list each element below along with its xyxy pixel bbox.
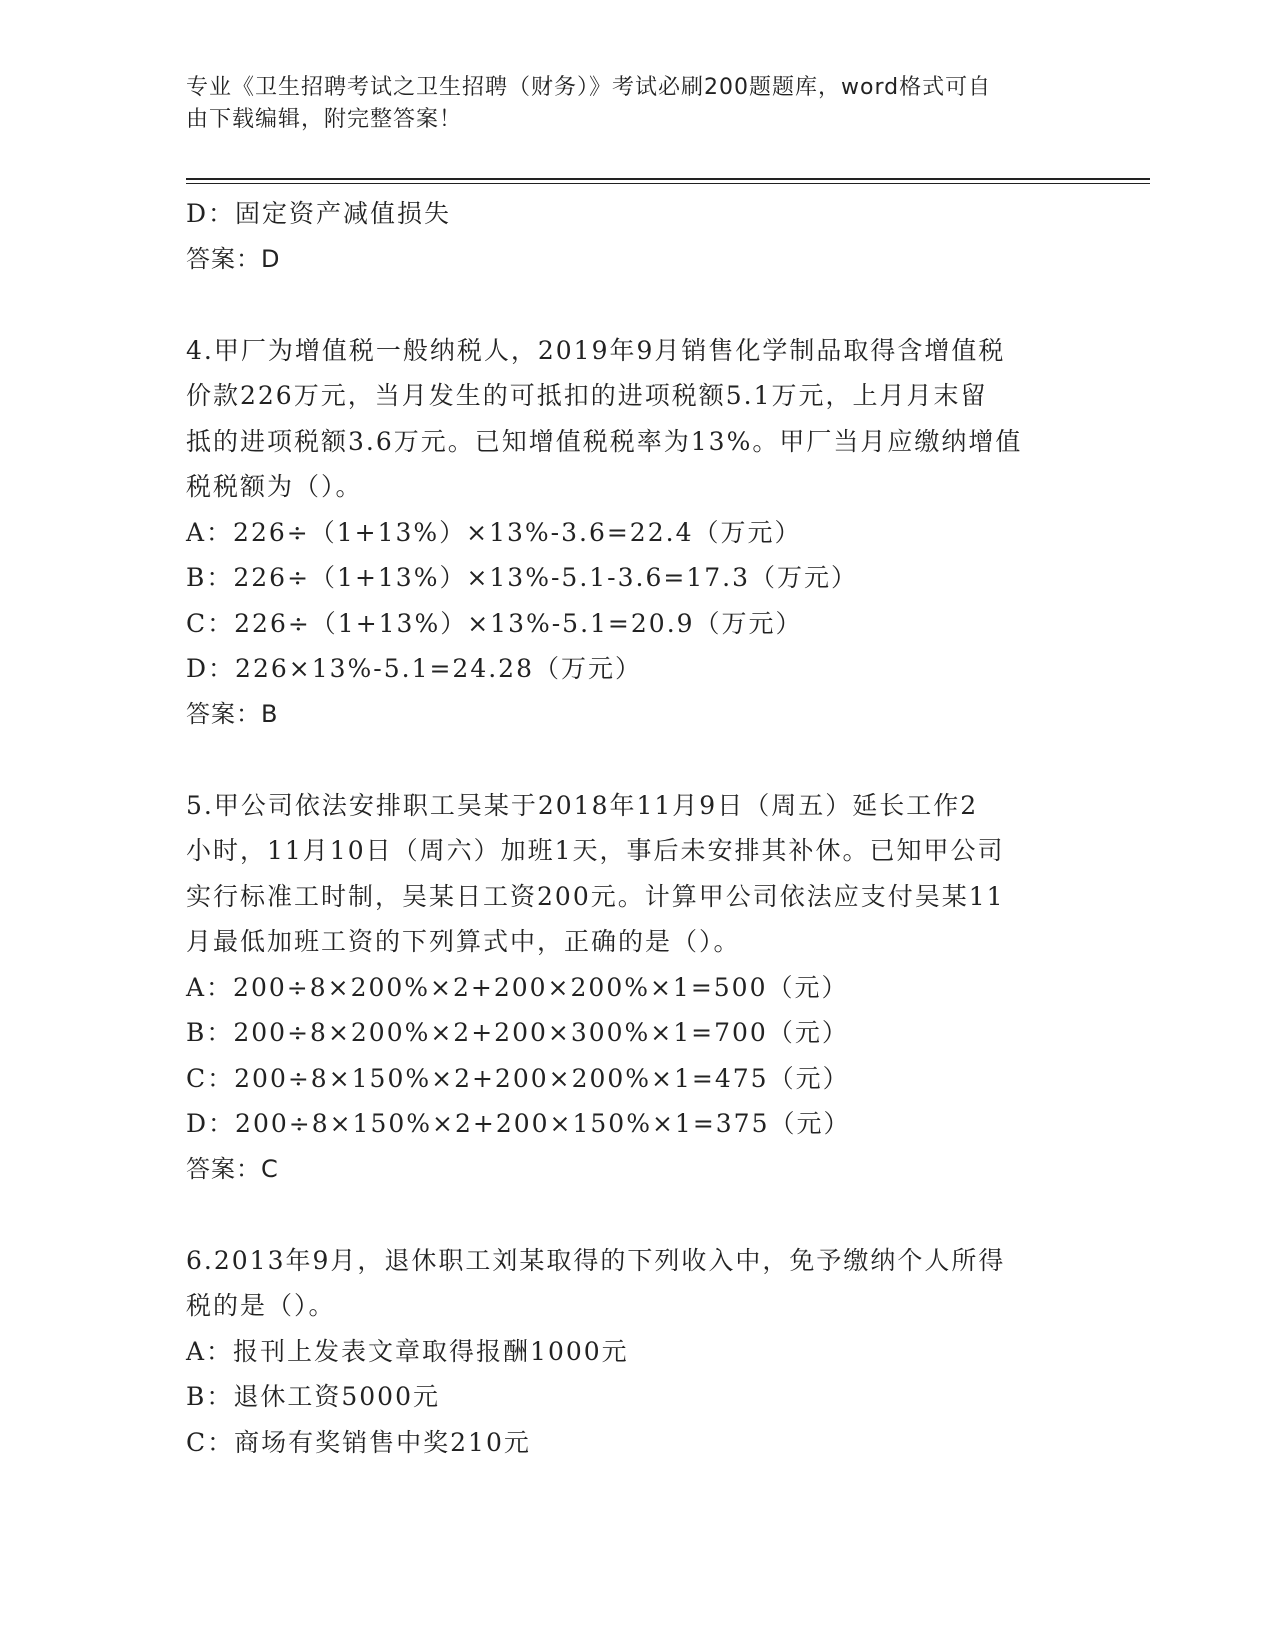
q3-option-d: D：固定资产减值损失	[186, 199, 452, 228]
q5-stem-line: 月最低加班工资的下列算式中，正确的是（）。	[186, 927, 741, 956]
q5-option-b: B：200÷8×200%×2+200×300%×1=700（元）	[186, 1018, 849, 1047]
header-divider-thick	[186, 178, 1150, 180]
q5-option-a: A：200÷8×200%×2+200×200%×1=500（元）	[186, 972, 849, 1002]
q6-option-b: B：退休工资5000元	[186, 1382, 440, 1411]
spacer	[186, 282, 1086, 328]
q6-option-a: A：报刊上发表文章取得报酬1000元	[186, 1336, 629, 1366]
q5-stem-line: 小时，11月10日（周六）加班1天，事后未安排其补休。已知甲公司	[186, 836, 1005, 865]
question-6	[186, 1238, 1086, 1466]
q4-option-d: D：226×13%-5.1=24.28（万元）	[186, 654, 642, 683]
q4-answer: 答案：B	[186, 699, 279, 728]
q3-answer: 答案：D	[186, 244, 281, 273]
q6-stem-line: 税的是（）。	[186, 1291, 336, 1320]
question-4	[186, 328, 1086, 738]
document-header	[186, 72, 1066, 136]
header-line-2: 由下载编辑，附完整答案！	[186, 107, 463, 132]
spacer	[186, 1192, 1086, 1238]
header-divider-thin	[186, 183, 1150, 184]
q4-stem-line: 税税额为（）。	[186, 472, 363, 501]
q5-option-d: D：200÷8×150%×2+200×150%×1=375（元）	[186, 1109, 851, 1138]
q6-stem-line: 6.2013年9月，退休职工刘某取得的下列收入中，免予缴纳个人所得	[186, 1245, 1006, 1275]
q4-option-c: C：226÷（1+13%）×13%-5.1=20.9（万元）	[186, 608, 803, 638]
q4-stem-line: 4.甲厂为增值税一般纳税人，2019年9月销售化学制品取得含增值税	[186, 335, 1006, 365]
q4-option-b: B：226÷（1+13%）×13%-5.1-3.6=17.3（万元）	[186, 563, 858, 592]
document-body	[186, 191, 1086, 1465]
q4-option-a: A：226÷（1+13%）×13%-3.6=22.4（万元）	[186, 517, 802, 547]
q5-option-c: C：200÷8×150%×2+200×200%×1=475（元）	[186, 1063, 850, 1093]
q4-stem-line: 价款226万元，当月发生的可抵扣的进项税额5.1万元，上月月末留	[186, 381, 988, 410]
q6-option-c: C：商场有奖销售中奖210元	[186, 1427, 531, 1457]
question-5	[186, 783, 1086, 1193]
question-3-tail	[186, 191, 1086, 282]
q5-stem-line: 实行标准工时制，吴某日工资200元。计算甲公司依法应支付吴某11	[186, 881, 1005, 911]
q5-answer: 答案：C	[186, 1154, 279, 1183]
q5-stem-line: 5.甲公司依法安排职工吴某于2018年11月9日（周五）延长工作2	[186, 790, 979, 820]
spacer	[186, 737, 1086, 783]
q4-stem-line: 抵的进项税额3.6万元。已知增值税税率为13%。甲厂当月应缴纳增值	[186, 426, 1023, 456]
header-line-1: 专业《卫生招聘考试之卫生招聘（财务）》考试必刷200题题库，word格式可自	[186, 75, 992, 100]
